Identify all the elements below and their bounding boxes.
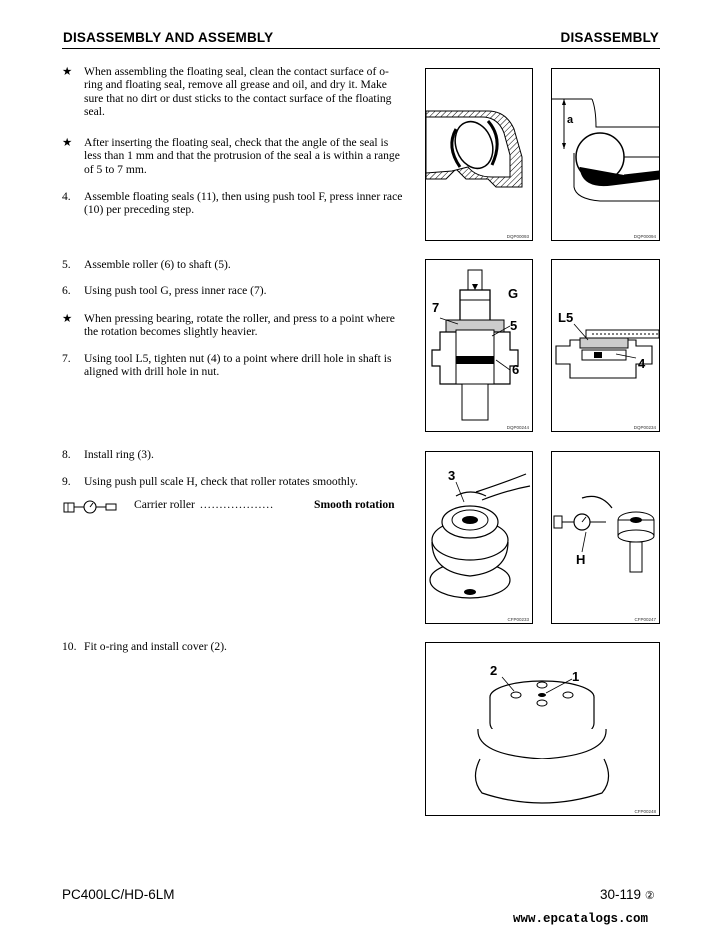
step-number: 10.: [62, 640, 77, 653]
figure-code: CFP00248: [634, 809, 656, 814]
step-number: 6.: [62, 284, 71, 297]
step-text: Using push pull scale H, check that roller rotates smoothly.: [84, 475, 358, 488]
step-text: Assemble floating seals (11), then using push tool F, press inner race (10) per preceding step.: [84, 190, 403, 217]
step-6: [62, 284, 407, 297]
figure-tool-l5: [551, 259, 660, 432]
page-number-value: 30-119: [600, 887, 642, 902]
step-text: Assemble roller (6) to shaft (5).: [84, 258, 231, 271]
figure-seal-protrusion: [551, 68, 660, 241]
watermark: www.epcatalogs.com: [513, 912, 649, 926]
section-subtitle: DISASSEMBLY: [560, 30, 659, 45]
figure-code: DQP00234: [633, 425, 656, 430]
seal-protrusion-drawing: [552, 69, 659, 240]
figure-code: DQP00094: [633, 234, 656, 239]
spec-value: Smooth rotation: [314, 498, 395, 511]
spec-item: Carrier roller: [134, 498, 195, 511]
part-2-label: 2: [490, 663, 498, 678]
figure-code: DQP00093: [506, 234, 529, 239]
note-pressing-bearing: [62, 312, 407, 339]
note-seal-angle: [62, 136, 407, 176]
dimension-a-label: a: [567, 114, 574, 126]
figure-push-pull-scale: [551, 451, 660, 624]
note-text: When assembling the floating seal, clean the contact surface of o-ring and floating seal, remove all grease and oil, and dry it. Make sure that no dirt or dust sticks to the contact surface of the floating seal.: [84, 65, 392, 118]
step-number: 5.: [62, 258, 71, 271]
star-marker: ★: [62, 312, 73, 325]
figure-code: DQP00244: [506, 425, 529, 430]
star-marker: ★: [62, 65, 73, 78]
push-tool-g-drawing: [426, 260, 532, 431]
page-number: [600, 887, 655, 902]
tool-l5-drawing: [552, 260, 659, 431]
note-text: When pressing bearing, rotate the roller, and press to a point where the rotation becomes slightly heavier.: [84, 312, 395, 339]
part-3-label: 3: [448, 468, 456, 483]
step-text: Using push tool G, press inner race (7).: [84, 284, 267, 297]
step-text: Fit o-ring and install cover (2).: [84, 640, 227, 653]
model-number: PC400LC/HD-6LM: [62, 887, 175, 902]
note-floating-seal-clean: [62, 65, 407, 118]
figure-install-ring: [425, 451, 533, 624]
push-pull-scale-icon: [62, 497, 120, 517]
step-4: [62, 190, 407, 217]
figure-install-cover: [425, 642, 660, 816]
part-5-label: 5: [510, 318, 518, 333]
figure-push-tool-g: [425, 259, 533, 432]
step-number: 9.: [62, 475, 71, 488]
part-6-label: 6: [512, 362, 520, 377]
part-7-label: 7: [432, 300, 440, 315]
figure-code: CFP00233: [507, 617, 529, 622]
figure-floating-seal-left: [425, 68, 533, 241]
push-pull-scale-drawing: [552, 452, 659, 623]
header-rule: [62, 48, 660, 49]
section-title: DISASSEMBLY AND ASSEMBLY: [63, 30, 274, 45]
step-10: [62, 640, 407, 653]
note-text: After inserting the floating seal, check that the angle of the seal is less than 1 mm and that the protrusion of the seal a is within a range of 5 to 7 mm.: [84, 136, 400, 176]
spec-line: [62, 497, 407, 517]
step-9: [62, 475, 407, 488]
tool-h-label: H: [576, 552, 586, 567]
floating-seal-drawing: [426, 69, 532, 240]
tool-g-label: G: [508, 286, 519, 301]
part-4-label: 4: [638, 356, 646, 371]
star-marker: ★: [62, 136, 73, 149]
install-cover-drawing: [426, 643, 659, 815]
figure-code: CFP00247: [634, 617, 656, 622]
install-ring-drawing: [426, 452, 532, 623]
step-text: Install ring (3).: [84, 448, 154, 461]
spec-leader-dots: ...................: [200, 498, 275, 511]
part-1-label: 1: [572, 669, 580, 684]
step-number: 4.: [62, 190, 71, 203]
step-number: 7.: [62, 352, 71, 365]
step-text: Using tool L5, tighten nut (4) to a point where drill hole in shaft is aligned with drill hole in nut.: [84, 352, 392, 379]
revision-mark: ②: [644, 890, 655, 902]
step-7: [62, 352, 407, 379]
tool-l5-label: L5: [558, 310, 574, 325]
step-8: [62, 448, 407, 461]
step-number: 8.: [62, 448, 71, 461]
step-5: [62, 258, 407, 271]
